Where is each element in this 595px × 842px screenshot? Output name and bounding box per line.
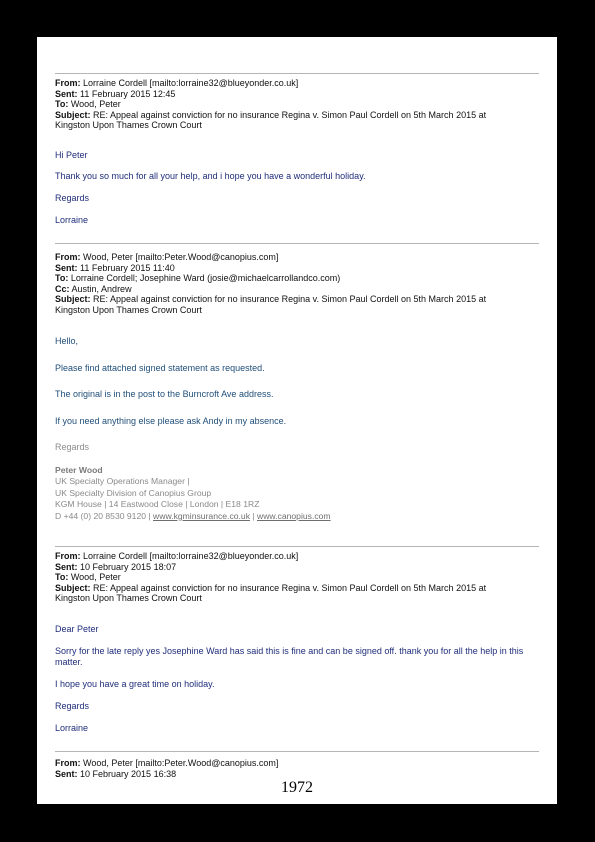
- subject-value: RE: Appeal against conviction for no insurance Regina v. Simon Paul Cordell on 5th March 2015 at: [93, 582, 487, 593]
- from-label: From:: [55, 78, 81, 88]
- email-separator: [55, 243, 539, 244]
- document-page: [37, 37, 557, 804]
- email-body-line: Hello,: [55, 336, 79, 346]
- email-header: [55, 758, 539, 779]
- to-value: Lorraine Cordell; Josephine Ward (josie@michaelcarrollandco.com): [70, 273, 341, 284]
- signature-name: Peter Wood: [55, 465, 103, 475]
- signature-title: UK Specialty Operations Manager |: [55, 476, 190, 487]
- email-separator: [55, 751, 539, 752]
- to-value: Wood, Peter: [70, 99, 121, 110]
- email-body-line: The original is in the post to the Burncroft Ave address.: [55, 389, 274, 399]
- sent-value: 10 February 2015 16:38: [80, 768, 177, 779]
- cc-label: Cc:: [55, 283, 70, 294]
- signature-phone: D +44 (0) 20 8530 9120 |: [55, 510, 151, 521]
- from-value: Lorraine Cordell [mailto:lorraine32@blueyonder.co.uk]: [83, 551, 299, 561]
- email-body-line: Hi Peter: [55, 150, 88, 160]
- subject-value: RE: Appeal against conviction for no insurance Regina v. Simon Paul Cordell on 5th March 2015 at: [93, 294, 487, 305]
- email-signature: [55, 465, 331, 522]
- email-body-line: I hope you have a great time on holiday.: [55, 679, 215, 689]
- sent-value: 11 February 2015 12:45: [80, 88, 176, 99]
- sent-label: Sent:: [55, 561, 78, 572]
- sent-value: 10 February 2015 18:07: [80, 561, 177, 572]
- email-body-paragraph: Sorry for the late reply yes Josephine Ward has said this is fine and can be signed off. thank you for all the help in this matter.: [55, 646, 524, 667]
- sent-label: Sent:: [55, 262, 78, 273]
- email-body-line: Please find attached signed statement as requested.: [55, 363, 265, 373]
- to-label: To:: [55, 99, 69, 110]
- from-value: Wood, Peter [mailto:Peter.Wood@canopius.com]: [83, 758, 279, 768]
- from-label: From:: [55, 551, 81, 561]
- email-header: [55, 252, 539, 316]
- from-label: From:: [55, 758, 81, 768]
- from-value: Wood, Peter [mailto:Peter.Wood@canopius.com]: [83, 252, 279, 262]
- signature-address: KGM House | 14 Eastwood Close | London | E18 1RZ: [55, 499, 260, 510]
- email-body-line: Lorraine: [55, 215, 89, 225]
- email-body-line: Lorraine: [55, 723, 89, 733]
- subject-label: Subject:: [55, 582, 91, 593]
- subject-continuation: Kingston Upon Thames Crown Court: [55, 593, 202, 604]
- email-body-line: Dear Peter: [55, 624, 99, 634]
- signature-division: UK Specialty Division of Canopius Group: [55, 487, 212, 498]
- subject-continuation: Kingston Upon Thames Crown Court: [55, 304, 202, 315]
- subject-continuation: Kingston Upon Thames Crown Court: [55, 120, 202, 131]
- email-header: [55, 551, 539, 604]
- sent-label: Sent:: [55, 768, 78, 779]
- regards-text: Regards: [55, 442, 90, 452]
- kgm-website-link[interactable]: www.kgminsurance.co.uk: [153, 510, 250, 521]
- email-body-line: Thank you so much for all your help, and i hope you have a wonderful holiday.: [55, 171, 366, 181]
- email-body-line: Regards: [55, 193, 90, 203]
- cc-value: Austin, Andrew: [71, 283, 132, 294]
- sent-value: 11 February 2015 11:40: [80, 262, 175, 273]
- signature-pipe: |: [252, 510, 255, 521]
- email-separator: [55, 546, 539, 547]
- email-header: [55, 78, 539, 131]
- subject-label: Subject:: [55, 109, 91, 120]
- canopius-website-link[interactable]: www.canopius.com: [257, 510, 331, 521]
- to-label: To:: [55, 273, 69, 284]
- email-body-line: If you need anything else please ask Andy in my absence.: [55, 416, 287, 426]
- email-separator: [55, 73, 539, 74]
- sent-label: Sent:: [55, 88, 78, 99]
- from-label: From:: [55, 252, 81, 262]
- from-value: Lorraine Cordell [mailto:lorraine32@blueyonder.co.uk]: [83, 78, 299, 88]
- email-body-line: Regards: [55, 701, 90, 711]
- page-number: 1972: [281, 779, 313, 796]
- subject-label: Subject:: [55, 294, 91, 305]
- to-label: To:: [55, 572, 69, 583]
- subject-value: RE: Appeal against conviction for no insurance Regina v. Simon Paul Cordell on 5th March 2015 at: [93, 109, 487, 120]
- to-value: Wood, Peter: [70, 572, 121, 583]
